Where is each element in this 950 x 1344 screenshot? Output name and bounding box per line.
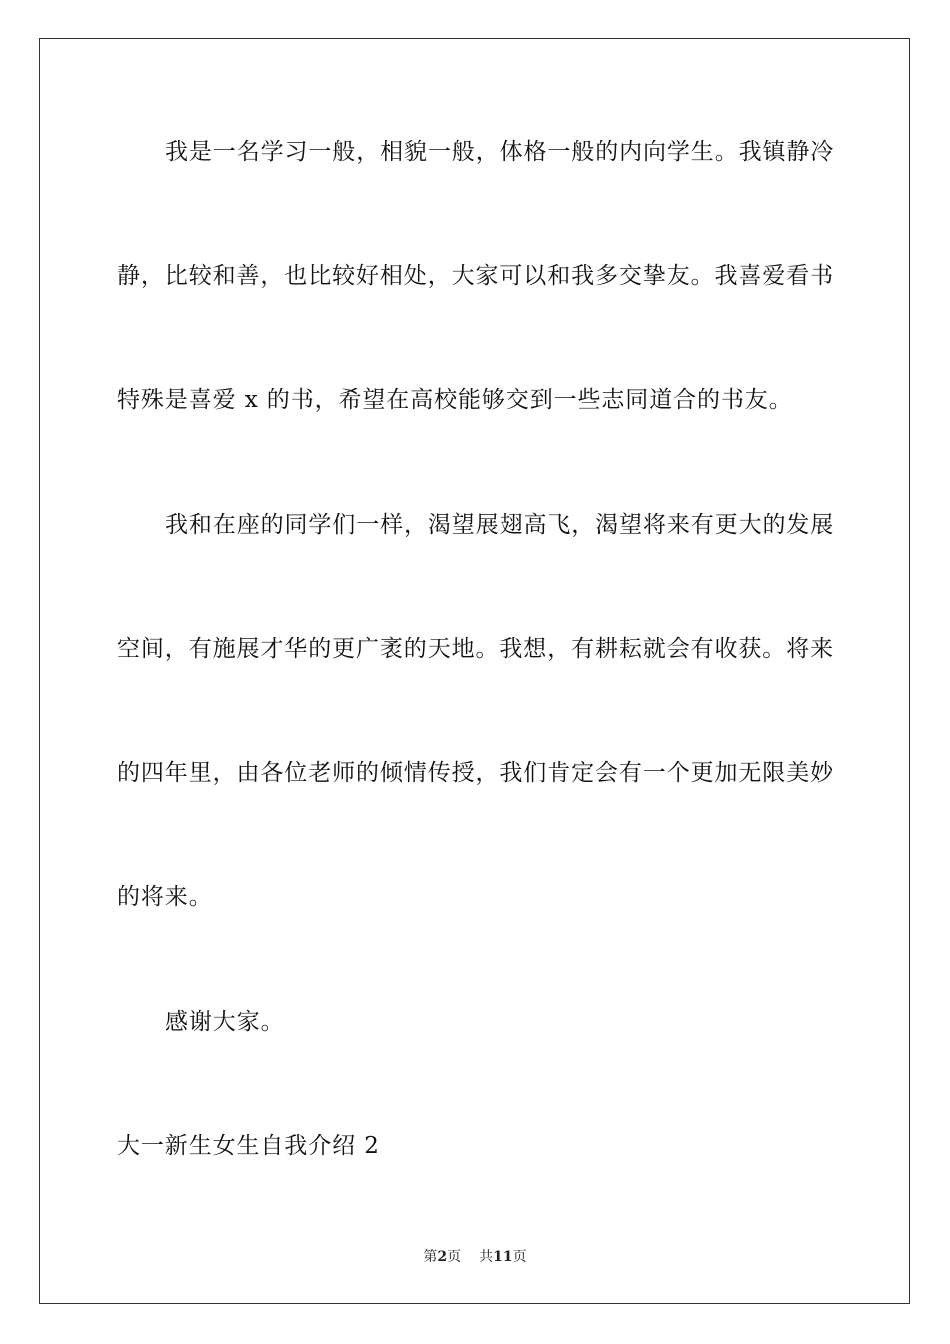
- page-footer: [0, 1248, 950, 1266]
- paragraph-1-line-3: 特殊是喜爱 x 的书，希望在高校能够交到一些志同道合的书友。: [117, 387, 793, 413]
- footer-page-suffix: 页: [447, 1249, 462, 1265]
- footer-page-number: 2: [437, 1249, 448, 1265]
- section-heading: 大一新生女生自我介绍 2: [117, 1133, 380, 1159]
- paragraph-2-line-3: 的四年里，由各位老师的倾情传授，我们肯定会有一个更加无限美妙: [117, 760, 834, 786]
- paragraph-1-line-1: 我是一名学习一般，相貌一般，体格一般的内向学生。我镇静冷: [165, 139, 835, 165]
- paragraph-2-line-4: 的将来。: [117, 884, 213, 910]
- closing-line: 感谢大家。: [165, 1009, 285, 1035]
- paragraph-2-line-1: 我和在座的同学们一样，渴望展翅高飞，渴望将来有更大的发展: [165, 512, 835, 538]
- footer-total-pages: 11: [493, 1249, 513, 1265]
- paragraph-1-line-2: 静，比较和善，也比较好相处，大家可以和我多交挚友。我喜爱看书: [117, 263, 834, 289]
- page-border: [39, 38, 910, 1304]
- paragraph-2-line-2: 空间，有施展才华的更广袤的天地。我想，有耕耘就会有收获。将来: [117, 636, 834, 662]
- footer-total-suffix: 页: [512, 1249, 527, 1265]
- footer-total-prefix: 共: [479, 1249, 494, 1265]
- footer-page-prefix: 第: [423, 1249, 438, 1265]
